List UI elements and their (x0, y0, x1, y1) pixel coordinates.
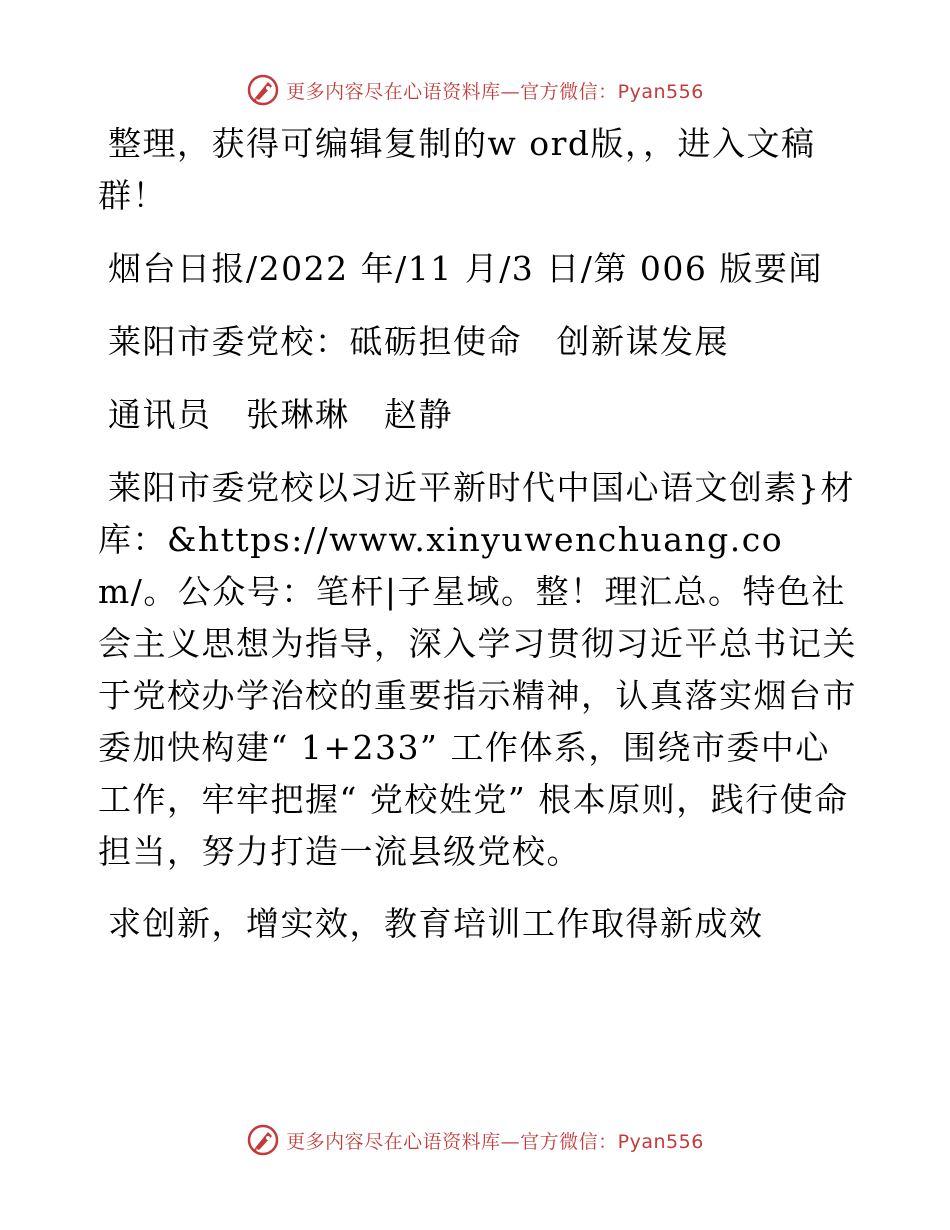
footer-banner-wechat-id: Pyan556 (617, 1130, 704, 1153)
section-heading: 求创新，增实效，教育培训工作取得新成效 (108, 904, 764, 943)
footer-banner (0, 1118, 950, 1162)
document-body (98, 118, 858, 971)
source-line: 烟台日报/2022 年/11 月/3 日/第 006 版要闻 (108, 249, 823, 288)
header-banner-text (286, 77, 704, 104)
body-paragraph: 莱阳市委党校以习近平新时代中国心语文创素}材库：&https://www.xinyuwenchuang.com/。公众号：笔杆|子星域。整！理汇总。特色社会主义思想为指导，深入学习贯彻习近平总书记关于党校办学治校的重要指示精神，认真落实烟台市委加快构建“ 1+233” 工作体系，围绕市委中心工作，牢牢把握“ 党校姓党” 根本原则，践行使命担当，努力打造一流县级党校。 (98, 468, 857, 871)
footer-banner-text (286, 1127, 704, 1154)
pen-nib-logo-icon (246, 1123, 280, 1157)
pen-nib-logo-icon (246, 73, 280, 107)
header-banner-wechat-id: Pyan556 (617, 80, 704, 103)
header-banner (0, 68, 950, 112)
byline: 通讯员 张琳琳 赵静 (108, 395, 453, 434)
footer-banner-label: 更多内容尽在心语资料库—官方微信： (286, 1130, 618, 1153)
header-banner-label: 更多内容尽在心语资料库—官方微信： (286, 80, 618, 103)
intro-paragraph: 整理，获得可编辑复制的w ord版，，进入文稿群！ (98, 124, 816, 215)
article-title: 莱阳市委党校：砥砺担使命 创新谋发展 (108, 322, 729, 361)
